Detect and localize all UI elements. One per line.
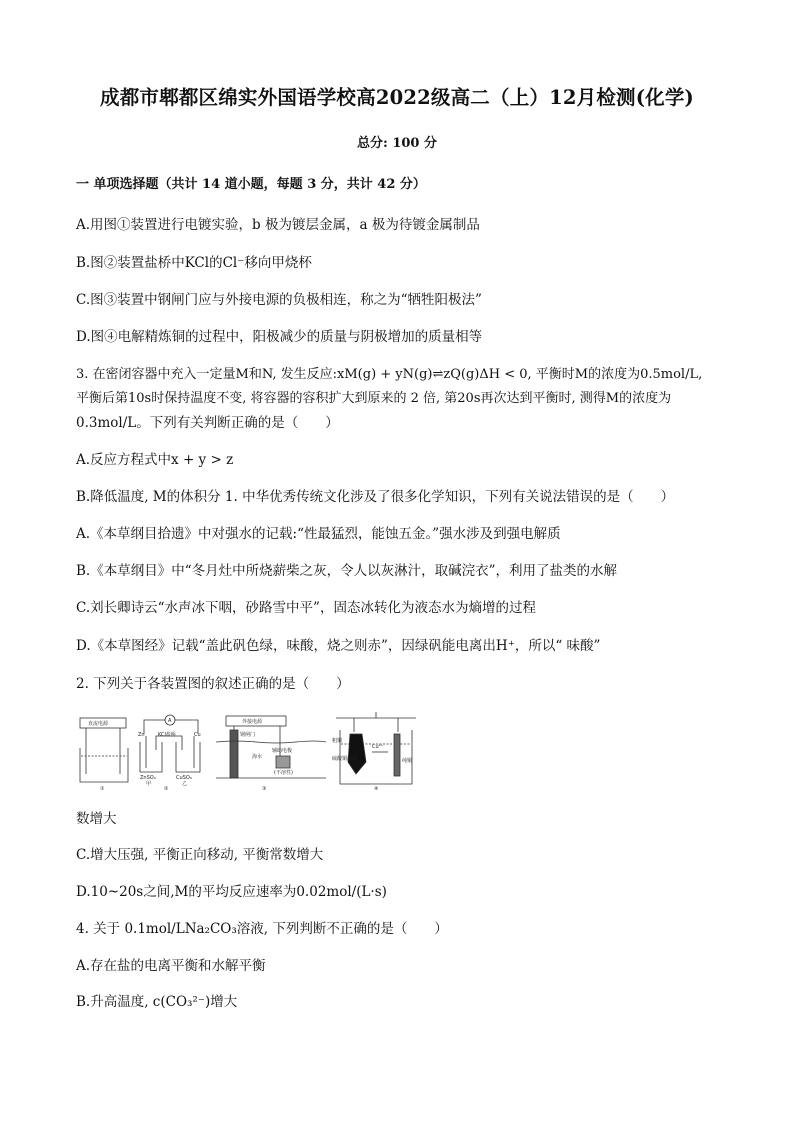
total-score: 总分: 100 分 [357,136,437,151]
jia-label: 甲 [146,781,152,787]
text-line: A.反应方程式中x + y > z [76,452,234,468]
cu-label: Cu [194,732,201,738]
znso4-label: ZnSO₄ [140,775,156,781]
pure-copper-label: 纯铜 [402,758,413,764]
exam-title: 成都市郫都区绵实外国语学校高2022级高二（上）12月检测(化学) [100,86,694,109]
cu-ion-label: Cu²⁺ [372,744,384,750]
panel3-number: ③ [262,786,267,792]
crude-copper [348,734,366,774]
text-line: D.《本草图经》记载“盖此矾色绿，味酸，烧之则赤”，因绿矾能电离出H⁺，所以“ 味酸” [76,638,601,654]
text-line: D.图④电解精炼铜的过程中，阳极减少的质量与阴极增加的质量相等 [76,329,483,345]
text-line: A.存在盐的电离平衡和水解平衡 [76,958,266,974]
text-line: A.用图①装置进行电镀实验，b 极为镀层金属，a 极为待镀金属制品 [76,217,480,233]
crude-copper-label: 粗铜 [332,738,343,744]
steel-gate-label: 钢闸门 [240,732,256,738]
cuso4-label: CuSO₄ [176,775,192,781]
text-line: 4. 关于 0.1mol/LNa₂CO₃溶液, 下列判断不正确的是（ ） [76,921,448,937]
text-line: B.图②装置盐桥中KCl的Cl⁻移向甲烧杯 [76,255,312,271]
text-line: 2. 下列关于各装置图的叙述正确的是（ ） [76,676,350,692]
text-line: C.刘长卿诗云“水声冰下咽，砂路雪中平”，固态冰转化为液态水为熵增的过程 [76,600,536,616]
panel4-number: ④ [374,786,379,792]
text-line: A.《本草纲目拾遗》中对强水的记载:“性最猛烈，能蚀五金。”强水涉及到强电解质 [76,526,561,542]
inert-label: (不溶性) [274,770,293,776]
pure-copper [394,734,400,776]
section-heading: 一 单项选择题（共计 14 道小题，每题 3 分，共计 42 分） [76,177,426,192]
copper-sulfate-label: 硫酸铜溶液 [332,756,358,762]
apparatus-figure [76,712,436,792]
text-line: 0.3mol/L。下列有关判断正确的是（ ） [76,415,339,431]
text-line: B.降低温度, M的体积分 1. 中华优秀传统文化涉及了很多化学知识，下列有关说法错误的是（ ） [76,489,675,505]
text-line: C.增大压强, 平衡正向移动, 平衡常数增大 [76,847,324,863]
aux-electrode-label: 辅助电极 [272,748,293,754]
steel-gate [230,730,238,778]
dc-power-label: 直流电源 [88,721,109,727]
text-line: D.10~20s之间,M的平均反应速率为0.02mol/(L·s) [76,884,387,900]
panel2-number: ② [164,786,169,792]
zn-label: Zn [138,732,145,738]
yi-label: 乙 [182,781,188,787]
salt-bridge-label: KCl盐桥 [158,732,176,738]
text-line: B.升高温度, c(CO₃²⁻)增大 [76,994,238,1010]
text-line: 数增大 [76,811,117,827]
seawater-label: 海水 [252,754,263,760]
text-line: B.《本草纲目》中“冬月灶中所烧薪柴之灰，令人以灰淋汁，取碱浣衣”，利用了盐类的水解 [76,563,618,579]
text-line: 平衡后第10s时保持温度不变, 将容器的容积扩大到原来的 2 倍, 第20s再次达到平衡时, 测得M的浓度为 [76,391,672,406]
ammeter-label: A [168,718,172,724]
text-line: C.图③装置中钢闸门应与外接电源的负极相连，称之为“牺牲阳极法” [76,292,482,308]
apparatus-diagram [76,712,436,792]
panel1-number: ① [100,786,105,792]
external-power-label: 外接电源 [242,719,263,725]
text-line: 3. 在密闭容器中充入一定量M和N, 发生反应:xM(g) + yN(g)⇌zQ(g)ΔH < 0, 平衡时M的浓度为0.5mol/L, [76,367,703,382]
